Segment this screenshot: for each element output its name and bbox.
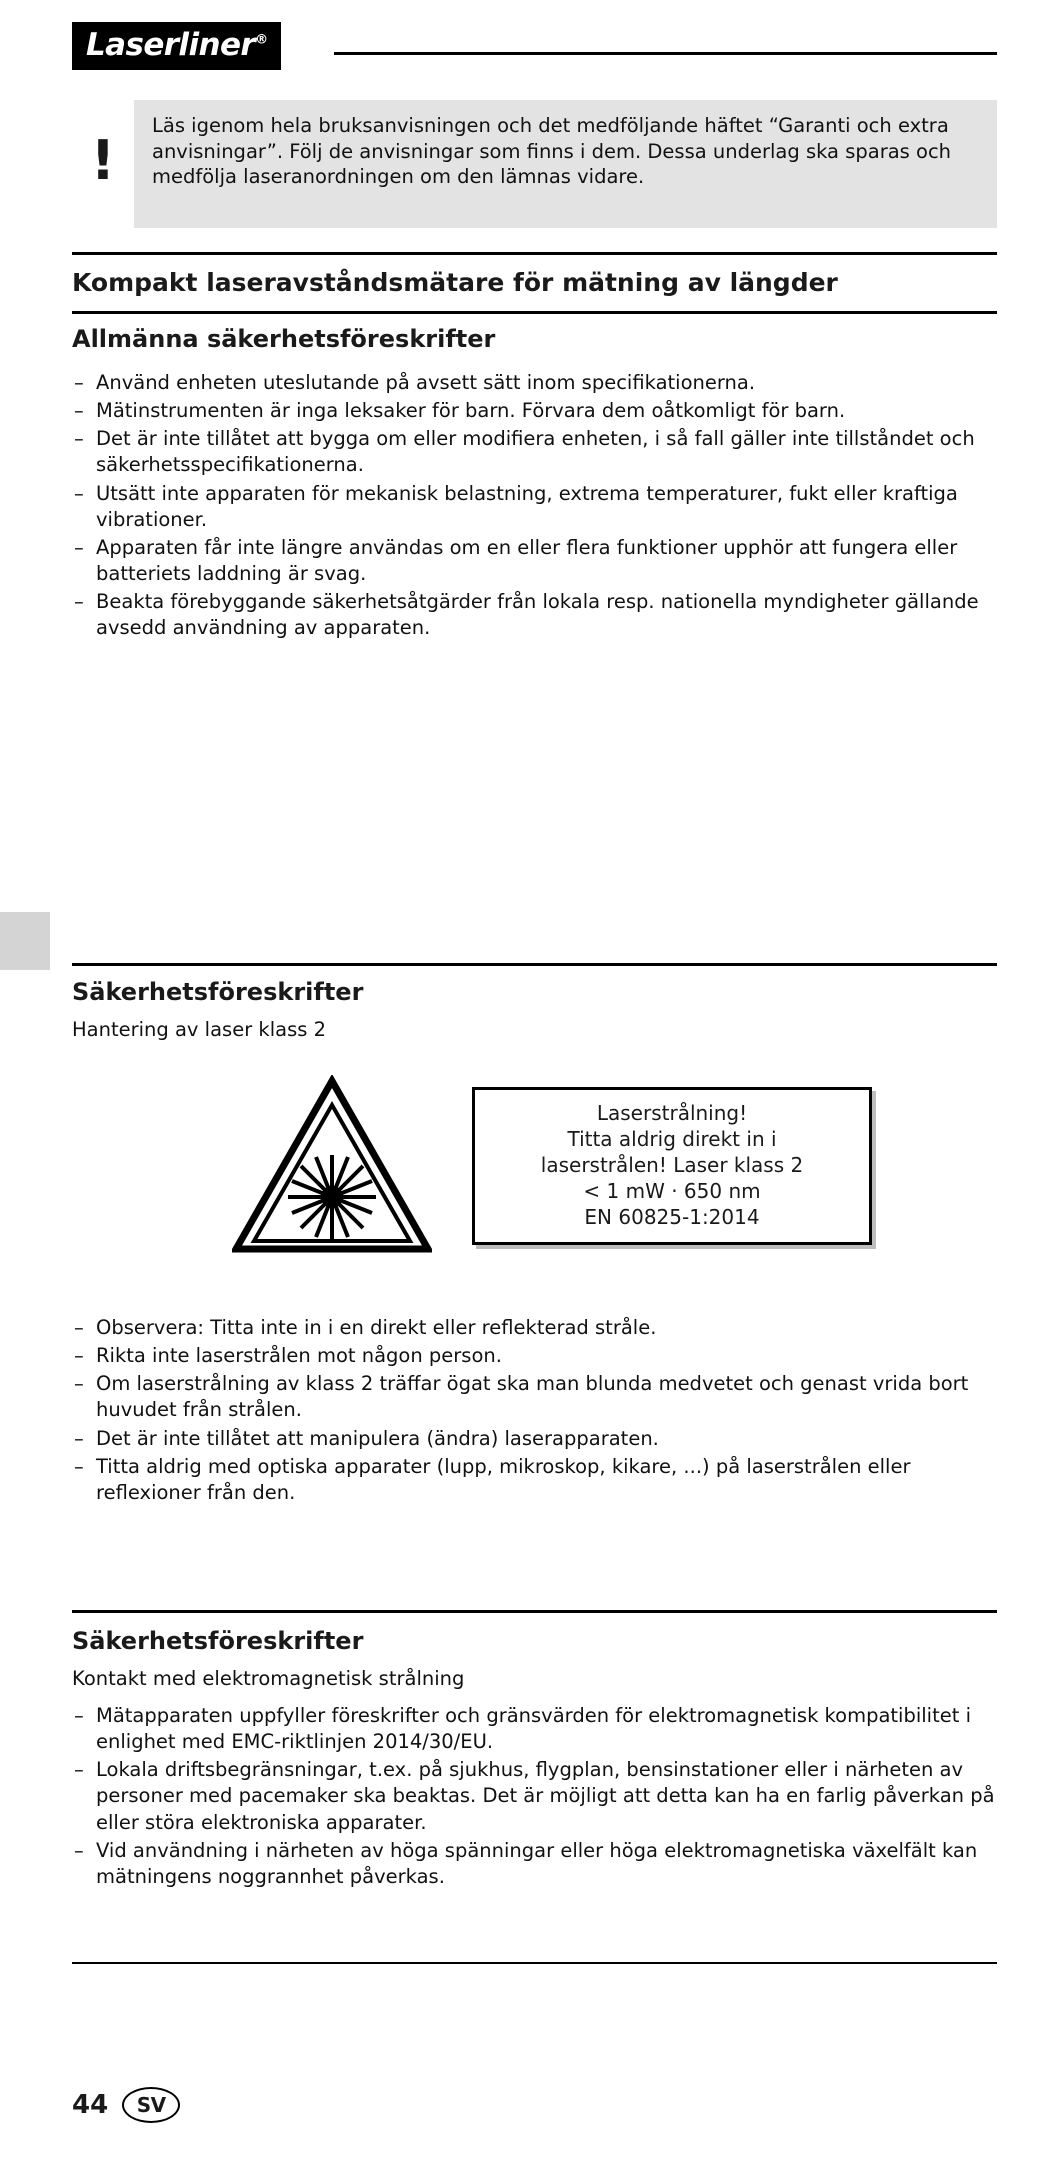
side-index-tab [0, 912, 50, 970]
section-subheading-laser-safety: Hantering av laser klass 2 [72, 1018, 326, 1041]
divider-above-laser-safety [72, 963, 997, 966]
list-item: – Mätapparaten uppfyller föreskrifter och gränsvärden för elektromagnetisk kompatibilitet i enlighet med EMC-riktlinjen 2014/30/EU. [72, 1703, 1001, 1755]
divider-below-title [72, 311, 997, 314]
list-item: – Mätinstrumenten är inga leksaker för barn. Förvara dem oåtkomligt för barn. [72, 398, 1001, 424]
laser-label-line-1: Laserstrålning! [596, 1101, 748, 1125]
brand-logo [72, 22, 281, 70]
section-subheading-emc-safety: Kontakt med elektromagnetisk strålning [72, 1667, 465, 1690]
laser-warning-triangle-icon [232, 1075, 432, 1255]
laser-safety-list [72, 1315, 1001, 1508]
page-number: 44 [72, 2090, 109, 2120]
brand-name: Laserliner [86, 27, 256, 63]
divider-above-title [72, 252, 997, 255]
list-item: – Utsätt inte apparaten för mekanisk belastning, extrema temperaturer, fukt eller kraftiga vibrationer. [72, 481, 1001, 533]
general-safety-list [72, 370, 1001, 643]
list-item: – Beakta förebyggande säkerhetsåtgärder från lokala resp. nationella myndigheter gällande avsedd användning av apparaten. [72, 589, 1001, 641]
list-item: – Om laserstrålning av klass 2 träffar ögat ska man blunda medvetet och genast vrida bort huvudet från strålen. [72, 1371, 1001, 1423]
header-rule [334, 52, 997, 55]
list-item: – Observera: Titta inte in i en direkt eller reflekterad stråle. [72, 1315, 1001, 1341]
laser-warning-block [72, 1075, 997, 1293]
page-title: Kompakt laseravståndsmätare för mätning av längder [72, 268, 838, 297]
laser-label-line-5: EN 60825-1:2014 [584, 1205, 760, 1229]
list-item: – Lokala driftsbegränsningar, t.ex. på sjukhus, flygplan, bensinstationer eller i närheten av personer med pacemaker ska beaktas. Det är möjligt att detta kan ha en farlig påverkan på eller störa elektroniska apparater. [72, 1757, 1001, 1835]
section-heading-general-safety: Allmänna säkerhetsföreskrifter [72, 325, 496, 353]
language-badge: SV [122, 2087, 180, 2123]
list-item: – Det är inte tillåtet att bygga om eller modifiera enheten, i så fall gäller inte tillståndet och säkerhetsspecifikationerna. [72, 426, 1001, 478]
notice-box [72, 100, 997, 228]
list-item: – Titta aldrig med optiska apparater (lupp, mikroskop, kikare, ...) på laserstrålen eller reflexioner från den. [72, 1454, 1001, 1506]
footer [72, 2087, 180, 2123]
emc-safety-list [72, 1703, 1001, 1892]
list-item: – Rikta inte laserstrålen mot någon person. [72, 1343, 1001, 1369]
divider-above-emc-safety [72, 1610, 997, 1613]
registered-mark: ® [255, 32, 268, 48]
exclamation-icon: ! [72, 100, 134, 228]
section-heading-laser-safety: Säkerhetsföreskrifter [72, 978, 364, 1006]
list-item: – Vid användning i närheten av höga spänningar eller höga elektromagnetiska växelfält kan mätningens noggrannhet påverkas. [72, 1838, 1001, 1890]
laser-label-line-2: Titta aldrig direkt in i [567, 1127, 777, 1151]
section-heading-emc-safety: Säkerhetsföreskrifter [72, 1627, 364, 1655]
notice-text: Läs igenom hela bruksanvisningen och det medföljande häftet “Garanti och extra anvisningar”. Följ de anvisningar som finns i dem. Dessa underlag ska sparas och medfölja laseranordningen om den lämnas vidare. [152, 114, 952, 189]
list-item: – Använd enheten uteslutande på avsett sätt inom specifikationerna. [72, 370, 1001, 396]
laser-label-line-4: < 1 mW · 650 nm [583, 1179, 761, 1203]
laser-label-line-3: laserstrålen! Laser klass 2 [540, 1153, 804, 1177]
header [72, 22, 997, 74]
divider-above-footer [72, 1962, 997, 1964]
laser-class-label [472, 1087, 872, 1245]
list-item: – Apparaten får inte längre användas om en eller flera funktioner upphör att fungera eller batteriets laddning är svag. [72, 535, 1001, 587]
list-item: – Det är inte tillåtet att manipulera (ändra) laserapparaten. [72, 1426, 1001, 1452]
